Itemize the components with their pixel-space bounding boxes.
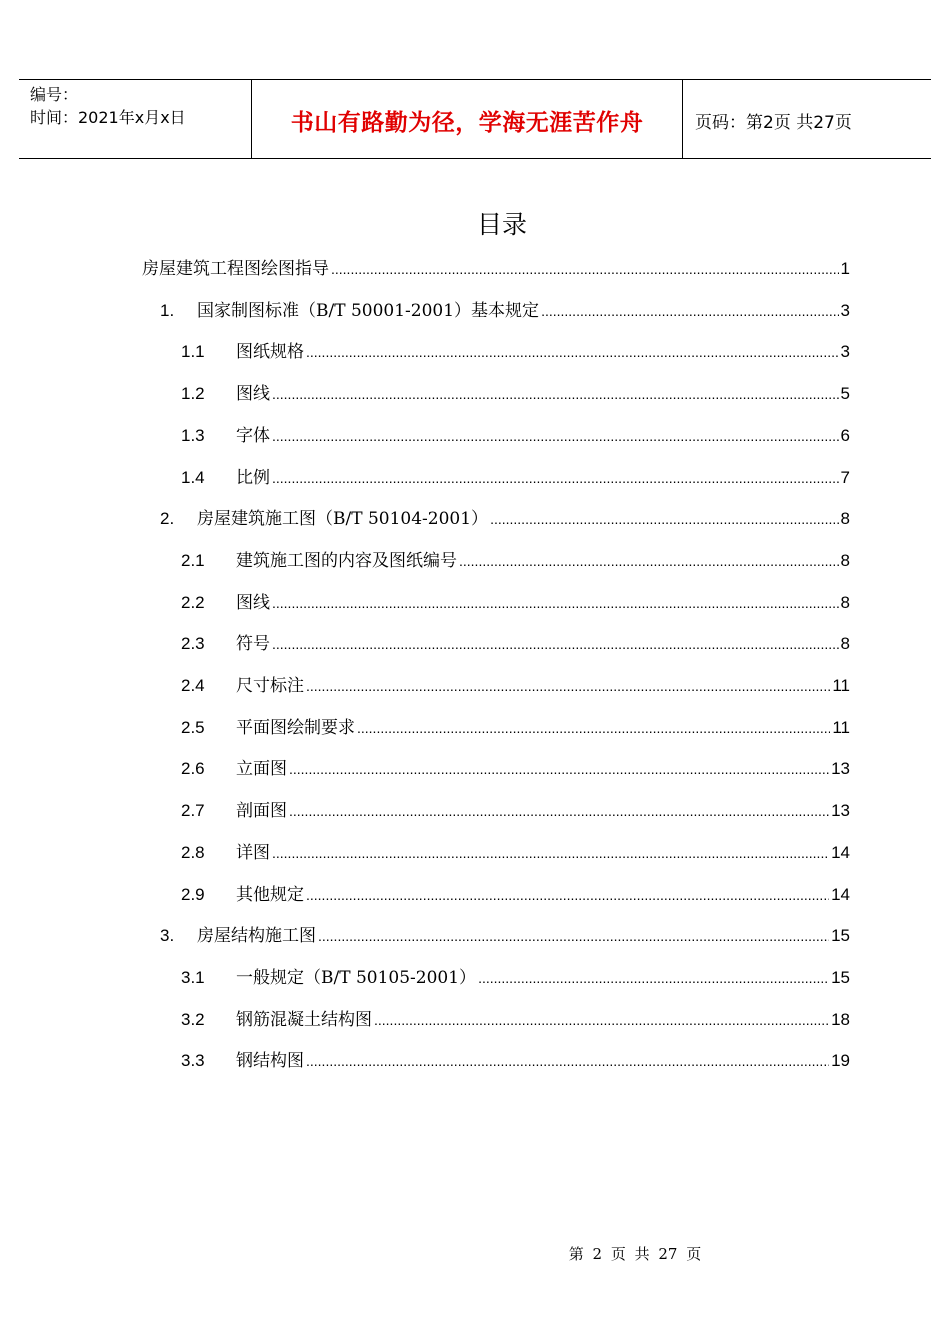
toc-entry-number: 1.2	[181, 384, 205, 403]
toc-entry[interactable]	[181, 1005, 850, 1033]
toc-entry-title: 钢结构图	[236, 1051, 304, 1071]
toc-dot-leader	[318, 926, 829, 946]
toc-entry-page: 11	[832, 676, 850, 695]
toc-dot-leader	[306, 1051, 829, 1071]
toc-entry-title: 详图	[236, 843, 270, 863]
toc-dot-leader	[272, 593, 839, 613]
toc-entry-page: 8	[840, 593, 850, 612]
toc-entry-page: 15	[831, 926, 850, 945]
toc-dot-leader	[306, 676, 830, 696]
toc-entry-number: 1.	[160, 301, 175, 320]
toc-entry-page: 13	[831, 759, 850, 778]
toc-entry-page: 1	[840, 259, 850, 278]
toc-dot-leader	[357, 718, 830, 738]
document-time-label: 时间：2021年x月x日	[30, 108, 186, 127]
toc-entry-page: 8	[840, 634, 850, 653]
toc-entry[interactable]	[181, 629, 850, 657]
toc-entry-page: 18	[831, 1010, 850, 1029]
toc-entry[interactable]	[181, 588, 850, 616]
toc-entry-title: 一般规定（B/T 50105-2001）	[236, 968, 477, 988]
toc-dot-leader	[306, 342, 839, 362]
toc-entry-number: 3.1	[181, 968, 205, 987]
toc-entry-page: 5	[840, 384, 850, 403]
toc-entry-number: 2.4	[181, 676, 205, 695]
toc-entry-page: 8	[840, 509, 850, 528]
header-page-number: 页码：第2页 共27页	[695, 113, 852, 133]
toc-entry-title: 建筑施工图的内容及图纸编号	[236, 551, 457, 571]
toc-entry[interactable]	[181, 754, 850, 782]
toc-entry-number: 2.6	[181, 759, 205, 778]
toc-entry[interactable]	[181, 796, 850, 824]
toc-entry-number: 2.7	[181, 801, 205, 820]
toc-entry-title: 图线	[236, 593, 270, 613]
toc-entry[interactable]	[181, 1046, 850, 1074]
toc-entry[interactable]	[181, 379, 850, 407]
toc-entry[interactable]	[160, 504, 850, 532]
toc-entry-title: 图纸规格	[236, 342, 304, 362]
header-page-cell	[683, 80, 931, 158]
toc-entry[interactable]	[160, 921, 850, 949]
toc-entry-title: 房屋结构施工图	[197, 926, 316, 946]
toc-entry[interactable]	[181, 838, 850, 866]
toc-entry[interactable]	[181, 671, 850, 699]
toc-entry-number: 3.	[160, 926, 175, 945]
toc-entry-number: 1.4	[181, 468, 205, 487]
toc-dot-leader	[272, 384, 839, 404]
page-header	[19, 79, 931, 159]
toc-entry-number: 1.1	[181, 342, 205, 361]
toc-entry-title: 尺寸标注	[236, 676, 304, 696]
toc-entry[interactable]	[160, 296, 850, 324]
toc-entry-title: 图线	[236, 384, 270, 404]
toc-dot-leader	[490, 509, 838, 529]
toc-entry-title: 字体	[236, 426, 270, 446]
toc-entry-page: 11	[832, 718, 850, 737]
header-info-cell	[19, 80, 251, 158]
header-motto: 书山有路勤为径，学海无涯苦作舟	[290, 110, 644, 136]
toc-dot-leader	[289, 759, 829, 779]
toc-entry[interactable]	[142, 254, 850, 282]
toc-entry-title: 符号	[236, 634, 270, 654]
toc-entry-page: 14	[831, 843, 850, 862]
toc-entry-number: 2.	[160, 509, 175, 528]
toc-entry-number: 2.1	[181, 551, 205, 570]
toc-entry-title: 国家制图标准（B/T 50001-2001）基本规定	[197, 301, 540, 321]
toc-dot-leader	[272, 634, 839, 654]
toc-entry[interactable]	[181, 546, 850, 574]
toc-dot-leader	[289, 801, 829, 821]
toc-entry-number: 2.5	[181, 718, 205, 737]
toc-entry[interactable]	[181, 713, 850, 741]
toc-entry-title: 其他规定	[236, 885, 304, 905]
page-footer: 第 2 页 共 27 页	[568, 1245, 702, 1263]
toc-dot-leader	[272, 843, 829, 863]
toc-entry-page: 3	[840, 342, 850, 361]
toc-dot-leader	[478, 968, 829, 988]
toc-entry-number: 1.3	[181, 426, 205, 445]
toc-dot-leader	[272, 468, 839, 488]
toc-entry-title: 钢筋混凝土结构图	[236, 1010, 372, 1030]
toc-entry-title: 平面图绘制要求	[236, 718, 355, 738]
toc-entry-page: 3	[840, 301, 850, 320]
toc-entry[interactable]	[181, 963, 850, 991]
toc-entry[interactable]	[181, 421, 850, 449]
toc-dot-leader	[306, 885, 829, 905]
toc-entry-title: 房屋建筑施工图（B/T 50104-2001）	[197, 509, 489, 529]
toc-dot-leader	[541, 301, 838, 321]
toc-entry-number: 3.3	[181, 1051, 205, 1070]
toc-entry-number: 3.2	[181, 1010, 205, 1029]
toc-title: 目录	[476, 210, 527, 239]
toc-entry-title: 房屋建筑工程图绘图指导	[142, 259, 329, 279]
toc-dot-leader	[374, 1010, 829, 1030]
toc-entry-page: 8	[840, 551, 850, 570]
header-motto-cell	[251, 80, 683, 158]
toc-entry-number: 2.2	[181, 593, 205, 612]
toc-dot-leader	[459, 551, 839, 571]
toc-entry-page: 7	[840, 468, 850, 487]
toc-entry-number: 2.3	[181, 634, 205, 653]
toc-entry-number: 2.9	[181, 885, 205, 904]
toc-entry[interactable]	[181, 337, 850, 365]
toc-entry-page: 14	[831, 885, 850, 904]
toc-entry-page: 15	[831, 968, 850, 987]
toc-entry[interactable]	[181, 880, 850, 908]
toc-dot-leader	[272, 426, 839, 446]
toc-entry-page: 19	[831, 1051, 850, 1070]
toc-entry-page: 6	[840, 426, 850, 445]
document-number-label: 编号：	[30, 85, 79, 104]
toc-dot-leader	[331, 259, 839, 279]
toc-entry-title: 立面图	[236, 759, 287, 779]
toc-entry[interactable]	[181, 463, 850, 491]
toc-entry-number: 2.8	[181, 843, 205, 862]
toc-entry-title: 剖面图	[236, 801, 287, 821]
toc-entry-title: 比例	[236, 468, 270, 488]
toc-entry-page: 13	[831, 801, 850, 820]
